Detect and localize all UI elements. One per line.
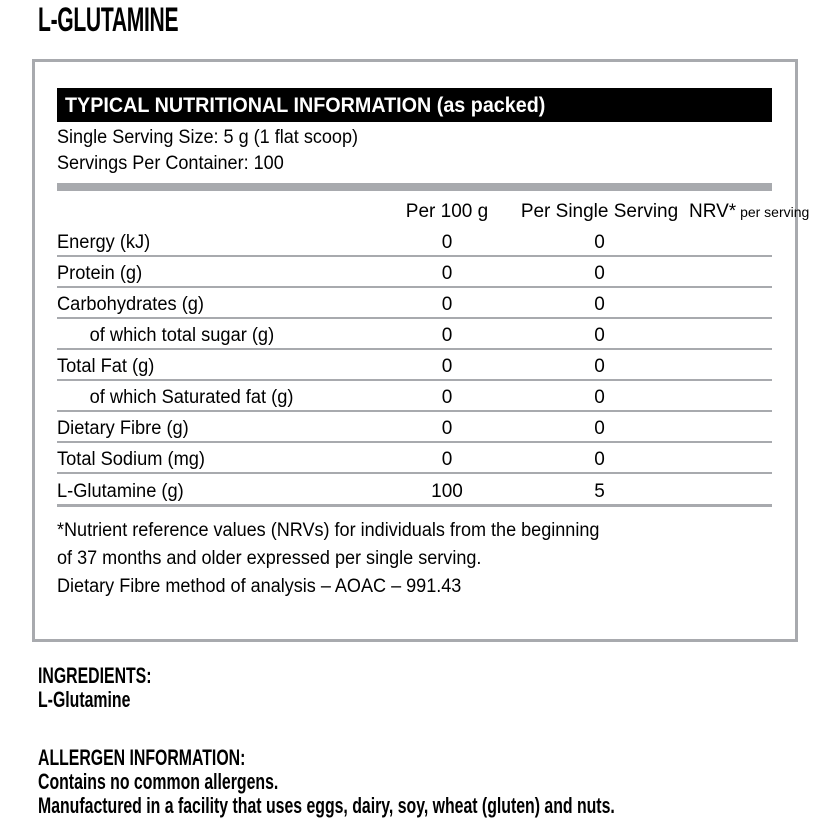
ingredients-block	[38, 664, 196, 712]
per-100g-value: 0	[382, 256, 512, 287]
nutrient-name-cell	[57, 442, 382, 473]
column-header-nutrient	[57, 191, 382, 225]
nutrient-name: of which total sugar (g)	[89, 325, 275, 346]
footnote-line: of 37 months and older expressed per single serving.	[57, 548, 482, 569]
nrv-sublabel-text: per serving	[740, 204, 810, 220]
table-row	[57, 380, 772, 411]
per-serving-value: 5	[512, 473, 687, 504]
nutrition-information-panel	[32, 59, 810, 642]
column-header-nrv	[687, 191, 810, 225]
nrv-value	[687, 442, 772, 473]
per-serving-value: 0	[512, 287, 687, 318]
allergen-block	[38, 746, 832, 818]
table-header-row	[57, 191, 772, 225]
nutrient-name-cell	[57, 225, 382, 256]
nutrient-name-cell	[57, 380, 382, 411]
nutrient-name: Total Fat (g)	[57, 356, 155, 377]
allergen-line: Contains no common allergens.	[38, 769, 279, 794]
per-100g-value: 100	[382, 473, 512, 504]
nutrient-name-cell	[57, 318, 382, 349]
column-header-per-100g: Per 100 g	[405, 201, 489, 222]
nrv-value	[687, 225, 772, 256]
nutrient-name: L-Glutamine (g)	[57, 481, 184, 502]
allergen-heading: ALLERGEN INFORMATION:	[38, 745, 246, 770]
header-divider-rule	[57, 183, 772, 191]
per-100g-value: 0	[382, 349, 512, 380]
ingredients-heading: INGREDIENTS:	[38, 663, 152, 688]
per-serving-value: 0	[512, 442, 687, 473]
per-serving-value: 0	[512, 380, 687, 411]
panel-header-bar	[57, 88, 772, 122]
table-row	[57, 411, 772, 442]
per-100g-value: 0	[382, 411, 512, 442]
nrv-value	[687, 380, 772, 411]
nutrient-name-cell	[57, 411, 382, 442]
nrv-value	[687, 287, 772, 318]
footnote-line: *Nutrient reference values (NRVs) for individuals from the beginning	[57, 520, 600, 541]
per-100g-value: 0	[382, 380, 512, 411]
panel-inner	[57, 88, 810, 601]
nutrient-name-cell	[57, 256, 382, 287]
nutrient-name: Dietary Fibre (g)	[57, 418, 189, 439]
table-row	[57, 349, 772, 380]
per-100g-value: 0	[382, 442, 512, 473]
footnote-block	[57, 507, 772, 601]
per-serving-value: 0	[512, 411, 687, 442]
nutrient-name-cell	[57, 349, 382, 380]
nrv-value	[687, 349, 772, 380]
nutrient-name-cell	[57, 287, 382, 318]
nutrition-table	[57, 191, 810, 504]
table-row	[57, 473, 772, 504]
per-100g-value: 0	[441, 232, 453, 253]
servings-per-container-line: Servings Per Container: 100	[57, 153, 284, 174]
nrv-value	[687, 256, 772, 287]
nrv-label: NRV*	[689, 201, 737, 222]
table-row	[57, 318, 772, 349]
nrv-value	[687, 411, 772, 442]
nutrient-name: of which Saturated fat (g)	[89, 387, 294, 408]
per-serving-value: 0	[512, 349, 687, 380]
panel-header-title: TYPICAL NUTRITIONAL INFORMATION (as packed)	[65, 93, 546, 117]
nutrient-name: Total Sodium (mg)	[57, 449, 206, 470]
per-100g-value: 0	[382, 318, 512, 349]
column-header-per-serving: Per Single Serving	[520, 201, 679, 222]
table-row	[57, 256, 772, 287]
table-row	[57, 287, 772, 318]
nutrient-name: Protein (g)	[57, 263, 143, 284]
serving-size-line: Single Serving Size: 5 g (1 flat scoop)	[57, 127, 359, 148]
per-100g-value: 0	[382, 287, 512, 318]
ingredients-line: L-Glutamine	[38, 687, 131, 712]
table-row	[57, 225, 772, 256]
per-serving-value: 0	[594, 232, 605, 253]
nrv-value	[687, 473, 772, 504]
nutrient-name-cell	[57, 473, 382, 504]
table-row	[57, 442, 772, 473]
allergen-line: Manufactured in a facility that uses eggs, dairy, soy, wheat (gluten) and nuts.	[38, 793, 615, 818]
nrv-value	[687, 318, 772, 349]
per-serving-value: 0	[512, 318, 687, 349]
nutrient-name: Energy (kJ)	[57, 232, 151, 253]
footnote-line: Dietary Fibre method of analysis – AOAC – 991.43	[57, 576, 462, 597]
serving-info	[57, 122, 772, 177]
nutrient-name: Carbohydrates (g)	[57, 294, 204, 315]
nutrition-table-body	[57, 225, 772, 504]
per-serving-value: 0	[512, 256, 687, 287]
product-title: L-GLUTAMINE	[38, 1, 179, 39]
